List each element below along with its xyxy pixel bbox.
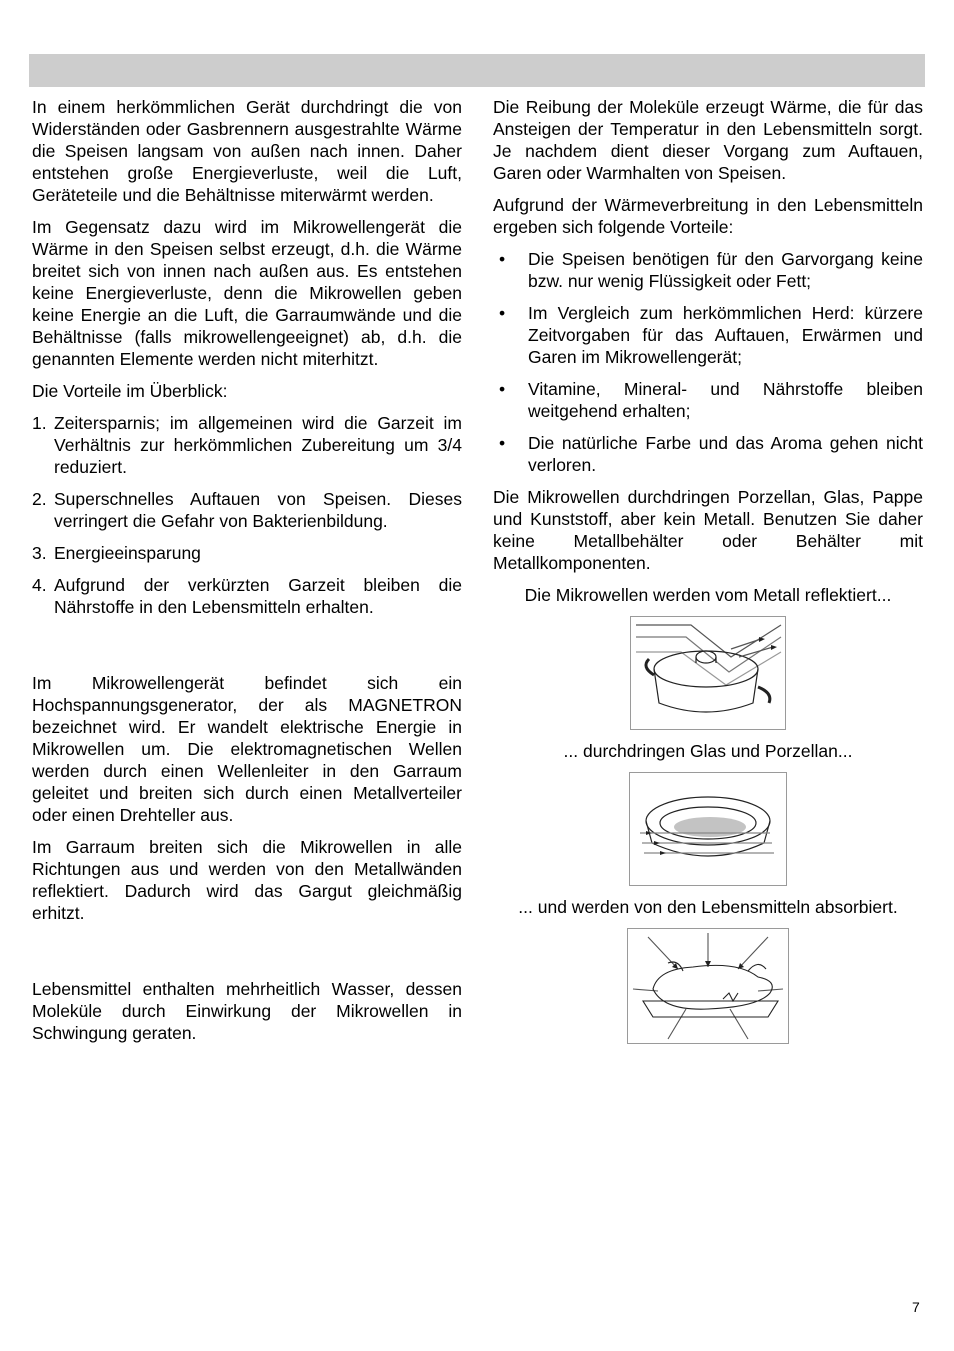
section-header-bar	[29, 54, 925, 87]
paragraph-friction-heat: Die Reibung der Moleküle erzeugt Wärme, die für das Ansteigen der Temperatur in den Lebensmitteln sorgt. Je nachdem dient dieser Vorgang zum Auftauen, Garen oder Warmhalten von Speisen.	[493, 97, 923, 183]
list-item-text: Im Vergleich zum herkömmlichen Herd: kürzere Zeitvorgaben für das Auftauen, Erwärmen und Garen im Mikrowellengerät;	[528, 303, 923, 367]
list-item	[493, 432, 923, 476]
paragraph-water-molecules: Lebensmittel enthalten mehrheitlich Wasser, dessen Moleküle durch Einwirkung der Mikrowellen in Schwingung geraten.	[32, 979, 462, 1043]
list-item-text: Die natürliche Farbe und das Aroma gehen nicht verloren.	[528, 433, 923, 475]
list-item	[32, 542, 462, 564]
page-number: 7	[912, 1299, 920, 1315]
paragraph-advantages-intro: Die Vorteile im Überblick:	[32, 381, 228, 401]
list-item	[32, 412, 462, 478]
list-item	[32, 488, 462, 532]
bullet-icon: •	[499, 249, 506, 269]
list-item	[32, 574, 462, 618]
paragraph-cavity-reflection: Im Garraum breiten sich die Mikrowellen in alle Richtungen aus und werden von den Metallwänden reflektiert. Dadurch wird das Gargut gleichmäßig erhitzt.	[32, 837, 462, 923]
glass-dish-illustration	[629, 772, 787, 886]
list-item-text: Energieeinsparung	[54, 543, 201, 563]
list-item-text: Aufgrund der verkürzten Garzeit bleiben die Nährstoffe in den Lebensmitteln erhalten.	[54, 575, 462, 617]
caption-glass-porcelain: ... durchdringen Glas und Porzellan...	[563, 741, 853, 761]
metal-pot-illustration	[630, 616, 786, 730]
list-number: 1.	[32, 413, 47, 433]
advantages-list	[32, 412, 462, 618]
paragraph-microwave-heating: Im Gegensatz dazu wird im Mikrowellengerät die Wärme in den Speisen selbst erzeugt, d.h. die Wärme breitet sich von innen nach außen aus. Es entstehen keine Energieverluste, denn die Mikrowellen geben keine Energie an die Luft, die Garraumwände und die Behältnisse (falls mikrowellengeeignet) ab, d.h. die genannten Elemente werden nicht miterhitzt.	[32, 217, 462, 369]
right-column	[493, 96, 923, 1054]
list-item-text: Die Speisen benötigen für den Garvorgang keine bzw. nur wenig Flüssigkeit oder Fett;	[528, 249, 923, 291]
list-number: 4.	[32, 575, 47, 595]
paragraph-materials: Die Mikrowellen durchdringen Porzellan, Glas, Pappe und Kunststoff, aber kein Metall. Benutzen Sie daher keine Metallbehälter oder Behälter mit Metallkomponenten.	[493, 487, 923, 573]
list-item-text: Zeitersparnis; im allgemeinen wird die Garzeit im Verhältnis zur herkömmlichen Zubereitung um 3/4 reduziert.	[54, 413, 462, 477]
list-item-text: Superschnelles Auftauen von Speisen. Dieses verringert die Gefahr von Bakterienbildung.	[54, 489, 462, 531]
list-item	[493, 302, 923, 368]
bullet-icon: •	[499, 379, 506, 399]
roast-food-illustration	[627, 928, 789, 1044]
paragraph-heat-distribution: Aufgrund der Wärmeverbreitung in den Lebensmitteln ergeben sich folgende Vorteile:	[493, 195, 923, 237]
benefits-list	[493, 248, 923, 476]
list-number: 2.	[32, 489, 47, 509]
list-item	[493, 378, 923, 422]
list-item-text: Vitamine, Mineral- und Nährstoffe bleiben weitgehend erhalten;	[528, 379, 923, 421]
left-column	[32, 96, 462, 1054]
list-number: 3.	[32, 543, 47, 563]
caption-metal-reflection: Die Mikrowellen werden vom Metall reflektiert...	[524, 585, 892, 605]
list-item	[493, 248, 923, 292]
bullet-icon: •	[499, 433, 506, 453]
bullet-icon: •	[499, 303, 506, 323]
caption-food-absorption: ... und werden von den Lebensmitteln absorbiert.	[518, 897, 898, 917]
paragraph-conventional-heating: In einem herkömmlichen Gerät durchdringt die von Widerständen oder Gasbrennern ausgestrahlte Wärme die Speisen langsam von außen nach innen. Daher entstehen große Energieverluste, weil die Luft, Geräteteile und die Behältnisse miterwärmt werden.	[32, 97, 462, 205]
paragraph-magnetron: Im Mikrowellengerät befindet sich ein Hochspannungsgenerator, der als MAGNETRON bezeichnet wird. Er wandelt elektrische Energie in Mikrowellen um. Die elektromagnetischen Wellen werden durch einen Wellenleiter in den Garraum geleitet und breiten sich durch einen Metallverteiler oder einen Drehteller aus.	[32, 673, 462, 825]
